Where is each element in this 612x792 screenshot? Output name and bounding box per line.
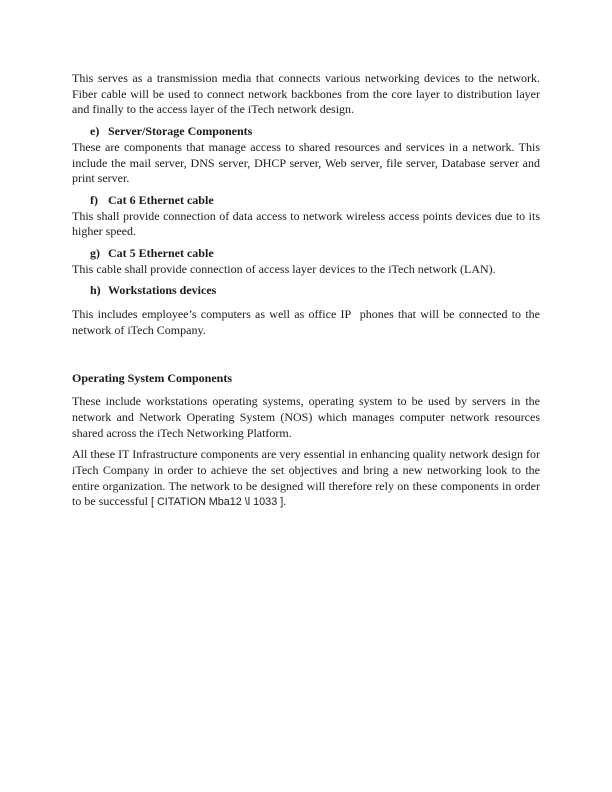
list-item-heading xyxy=(72,193,540,209)
list-item-heading xyxy=(72,283,540,299)
list-heading-text: Workstations devices xyxy=(108,283,217,298)
list-heading-text: Cat 6 Ethernet cable xyxy=(108,192,214,207)
list-item-body: This shall provide connection of data access to network wireless access points devices due to its higher speed. xyxy=(72,208,540,239)
list-item-heading xyxy=(72,246,540,262)
list-item-cat6-cable xyxy=(72,193,540,240)
intro-paragraph: This serves as a transmission media that connects various networking devices to the network. Fiber cable will be used to connect network backbones from the core layer to distribution layer and finally to the access layer of the iTech network design. xyxy=(72,71,540,117)
section-heading: Operating System Components xyxy=(72,370,233,385)
list-item-server-storage xyxy=(72,124,540,187)
list-item-workstations xyxy=(72,283,540,338)
citation-field: [ CITATION Mba12 \l 1033 ] xyxy=(150,496,284,509)
list-item-cat5-cable xyxy=(72,246,540,277)
list-marker: g) xyxy=(90,246,100,261)
list-marker: e) xyxy=(90,124,100,139)
list-item-body: This includes employee’s computers as well as office IP phones that will be connected to the network of iTech Company. xyxy=(72,307,540,337)
list-item-heading xyxy=(72,124,540,140)
list-marker: f) xyxy=(90,192,98,207)
closing-text: All these IT Infrastructure components are very essential in enhancing quality network design for iTech Company in order to achieve the set objectives and bring a new networking look to the entire organization. The network to be designed will therefore rely on these components in order to be successful xyxy=(72,447,540,509)
list-heading-text: Server/Storage Components xyxy=(108,124,253,139)
closing-period: . xyxy=(283,494,287,509)
list-item-body: This cable shall provide connection of access layer devices to the iTech network (LAN). xyxy=(72,261,496,276)
list-heading-text: Cat 5 Ethernet cable xyxy=(108,246,214,261)
list-marker: h) xyxy=(90,283,101,298)
closing-paragraph xyxy=(72,447,540,511)
list-item-body: These are components that manage access to shared resources and services in a network. This include the mail server, DNS server, DHCP server, Web server, file server, Database server and print server. xyxy=(72,139,540,186)
section-paragraph: These include workstations operating systems, operating system to be used by servers in the network and Network Operating System (NOS) which manages computer network resources shared across the iTech Networking Platform. xyxy=(72,394,540,440)
